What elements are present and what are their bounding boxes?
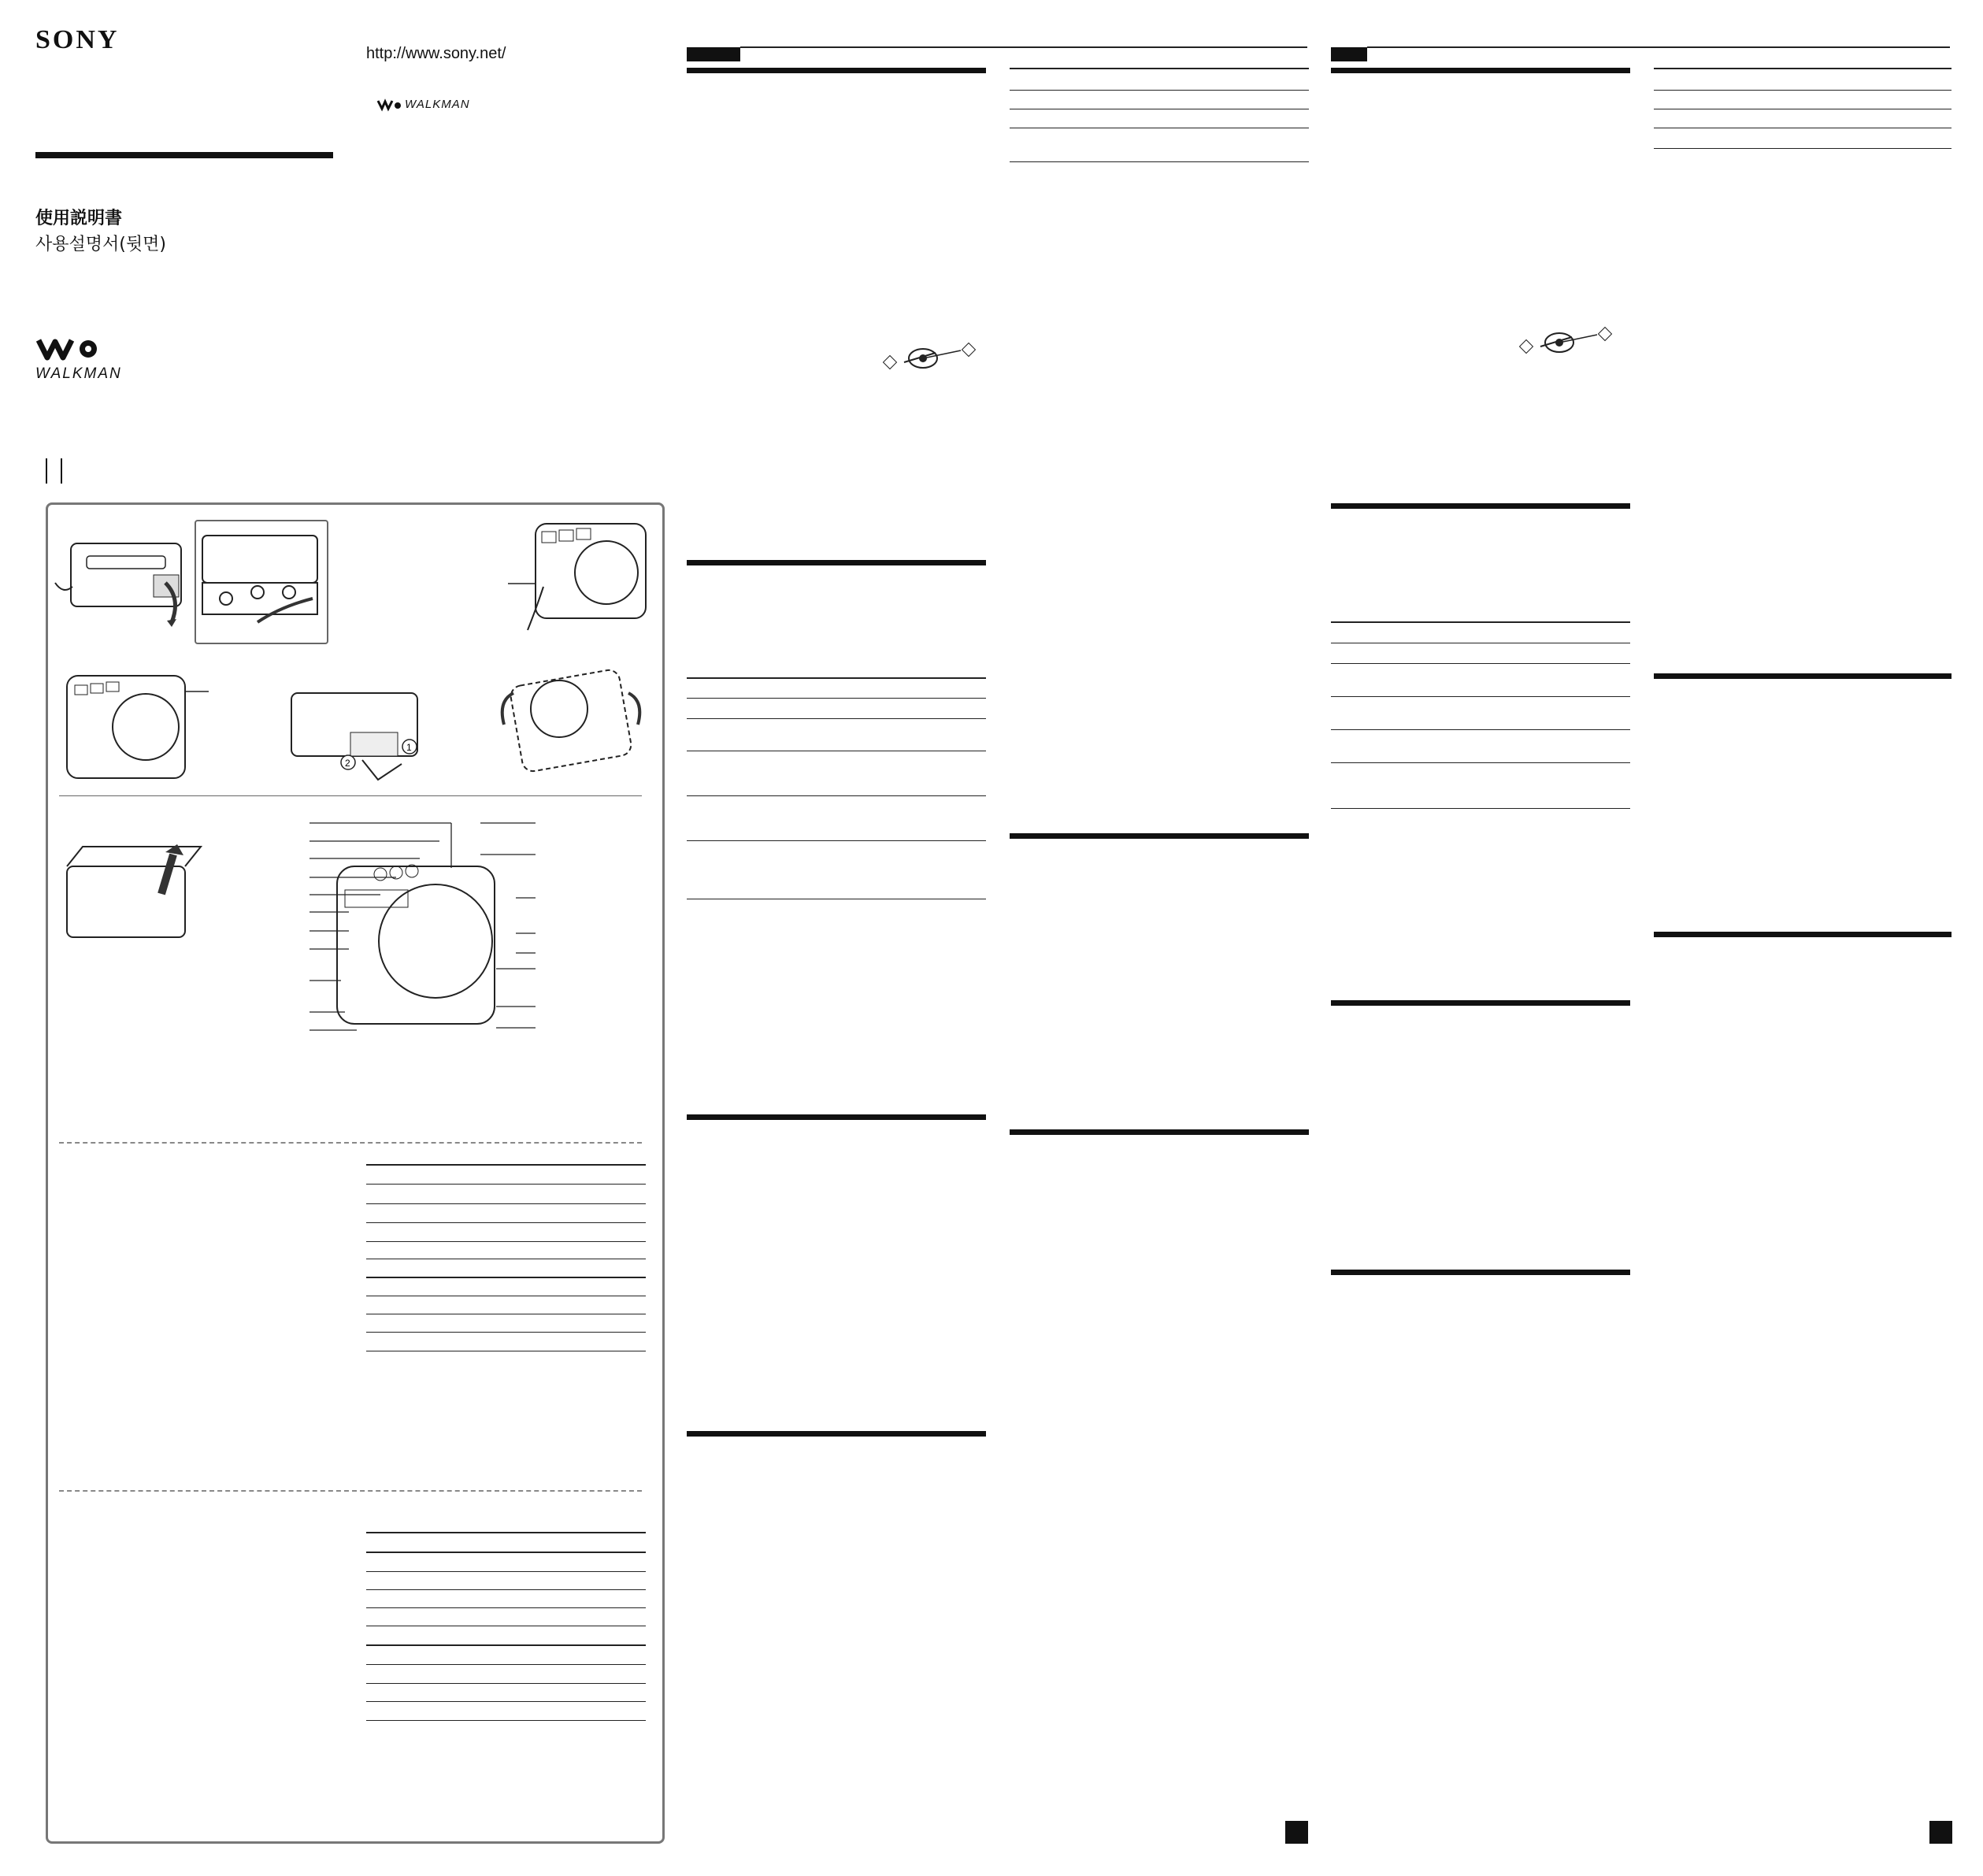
step-1-callout: 1 bbox=[406, 742, 412, 753]
page2-header-rule bbox=[740, 46, 1307, 48]
page2-col2-table-rule bbox=[1010, 68, 1309, 69]
minus-symbol-icon bbox=[962, 343, 976, 357]
page2-col1-heading-rule-3 bbox=[687, 1114, 986, 1120]
page2-col2-table-rule bbox=[1010, 90, 1309, 91]
plus-symbol-icon bbox=[1520, 340, 1533, 354]
page3-col1-table-rule bbox=[1331, 762, 1630, 763]
open-lid-illustration bbox=[59, 835, 209, 953]
table2-rule bbox=[366, 1683, 646, 1684]
page3-section-tag bbox=[1331, 47, 1367, 61]
page2-col1-heading-rule-4 bbox=[687, 1431, 986, 1437]
table2-rule bbox=[366, 1664, 646, 1665]
page3-header-rule bbox=[1367, 46, 1950, 48]
page2-col2-heading-rule-2 bbox=[1010, 1129, 1309, 1135]
sony-logo: SONY bbox=[35, 25, 120, 54]
side-view-illustration bbox=[504, 516, 654, 634]
minus-symbol-icon bbox=[1599, 328, 1612, 341]
vertical-mark-1 bbox=[46, 458, 47, 484]
table2-rule bbox=[366, 1720, 646, 1721]
walkman-logo-small-text: WALKMAN bbox=[405, 98, 470, 111]
front-view-illustration bbox=[59, 668, 217, 786]
minus-terminal-icon bbox=[220, 592, 232, 605]
cover-title-rule bbox=[35, 152, 333, 158]
table1-rule bbox=[366, 1332, 646, 1333]
page2-corner-mark bbox=[1285, 1821, 1308, 1844]
table2-top-rule bbox=[366, 1532, 646, 1533]
table2-rule bbox=[366, 1571, 646, 1572]
page3-col2-heading-rule-2 bbox=[1654, 932, 1951, 937]
clip-rotate-illustration bbox=[496, 662, 646, 780]
page3-col2-table-rule bbox=[1654, 90, 1951, 91]
walkman-logo-large bbox=[35, 329, 146, 384]
page2-col2-heading-rule bbox=[1010, 833, 1309, 839]
page3-col1-table-rule bbox=[1331, 808, 1630, 809]
page3-col1-heading-rule-4 bbox=[1331, 1270, 1630, 1275]
step-2-callout: 2 bbox=[345, 758, 350, 769]
page3-col2-heading-rule bbox=[1654, 673, 1951, 679]
walkman-w-logo-icon bbox=[35, 329, 146, 362]
page3-col2-table-rule bbox=[1654, 68, 1951, 69]
page2-col1-heading-rule bbox=[687, 68, 986, 73]
page3-col1-table-rule bbox=[1331, 663, 1630, 664]
page2-col2-table-rule bbox=[1010, 161, 1309, 162]
page2-col1-table-rule bbox=[687, 698, 986, 699]
section-divider-dashed-2 bbox=[59, 1490, 642, 1492]
page3-col1-table-rule bbox=[1331, 696, 1630, 697]
table1-mid-rule bbox=[366, 1277, 646, 1278]
parts-diagram-right-callouts bbox=[465, 819, 543, 1040]
battery-insert-illustration bbox=[55, 528, 205, 630]
table1-rule bbox=[366, 1241, 646, 1242]
page2-col1-table-rule bbox=[687, 718, 986, 719]
table2-rule bbox=[366, 1607, 646, 1608]
page3-col1-table-rule bbox=[1331, 621, 1630, 623]
manual-title-jp: 使用説明書 bbox=[35, 209, 123, 228]
table2-mid-rule bbox=[366, 1644, 646, 1646]
table2-rule bbox=[366, 1701, 646, 1702]
manual-title-kr: 사용설명서(뒷면) bbox=[35, 235, 166, 254]
vertical-mark-2 bbox=[61, 458, 62, 484]
section-divider-dashed-1 bbox=[59, 1142, 642, 1144]
battery-closeup-illustration bbox=[195, 520, 325, 641]
table1-rule bbox=[366, 1184, 646, 1185]
page3-col1-table-rule bbox=[1331, 729, 1630, 730]
page2-col1-heading-rule-2 bbox=[687, 560, 986, 565]
page2-col1-table-rule bbox=[687, 795, 986, 796]
table1-top-rule bbox=[366, 1164, 646, 1166]
page3-col1-heading-rule bbox=[1331, 68, 1630, 73]
page2-col1-table-rule bbox=[687, 840, 986, 841]
page2-section-tag bbox=[687, 47, 740, 61]
page3-col2-table-rule bbox=[1654, 148, 1951, 149]
dc-polarity-icon-1 bbox=[882, 331, 977, 374]
page2-col1-table-rule bbox=[687, 677, 986, 679]
page3-col1-heading-rule-3 bbox=[1331, 1000, 1630, 1006]
dc-polarity-icon-2 bbox=[1518, 315, 1613, 358]
website-url[interactable]: http://www.sony.net/ bbox=[366, 45, 506, 62]
page3-col1-heading-rule-2 bbox=[1331, 503, 1630, 509]
table1-rule bbox=[366, 1203, 646, 1204]
walkman-logo-small bbox=[376, 96, 479, 113]
plus-symbol-icon bbox=[884, 356, 897, 369]
illustration-divider bbox=[59, 795, 642, 796]
walkman-logo-large-text: WALKMAN bbox=[35, 365, 122, 382]
table2-rule bbox=[366, 1589, 646, 1590]
table2-rule bbox=[366, 1552, 646, 1553]
plus-terminal-icon bbox=[251, 586, 264, 599]
page3-corner-mark bbox=[1929, 1821, 1952, 1844]
battery-cover-illustration bbox=[276, 685, 433, 788]
table1-rule bbox=[366, 1222, 646, 1223]
